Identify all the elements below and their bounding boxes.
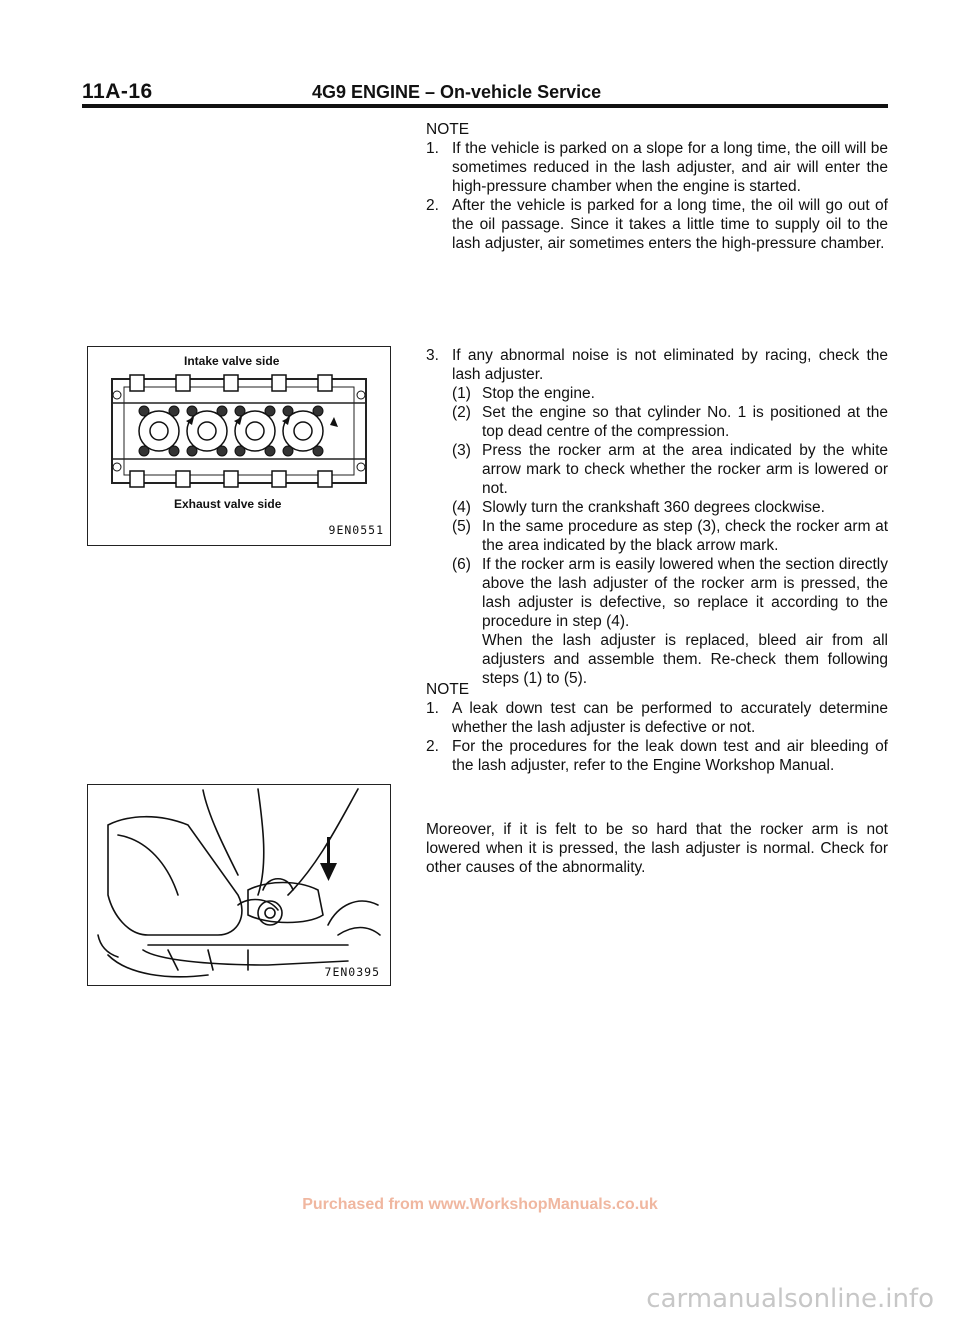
figure-cylinder-head: [87, 346, 391, 546]
substep-item: [426, 441, 888, 498]
note-item: [426, 699, 888, 737]
substep-text: Stop the engine.: [482, 385, 595, 402]
note-item-text: For the procedures for the leak down test and air bleeding of the lash adjuster, refer to the Engine Workshop Manual.: [452, 738, 888, 774]
page-title: 4G9 ENGINE – On-vehicle Service: [312, 82, 602, 102]
page-header: [82, 80, 888, 106]
rocker-arm-drawing: [88, 785, 388, 983]
note-item: [426, 737, 888, 775]
page-number: 11A-16: [82, 80, 153, 103]
step-text: If any abnormal noise is not eliminated by racing, check the lash adjuster.: [452, 347, 888, 383]
substep-text: Press the rocker arm at the area indicated by the white arrow mark to check whether the rocker arm is lowered or not.: [482, 442, 888, 497]
step-3-block: [426, 346, 888, 688]
substep-item: [426, 555, 888, 688]
figure-code: 9EN0551: [328, 523, 384, 537]
substep-number: (4): [452, 499, 471, 516]
substep-item: [426, 384, 888, 403]
cylinder-head-drawing: [104, 373, 374, 489]
substep-item: [426, 498, 888, 517]
figure-code: 7EN0395: [324, 965, 380, 979]
note-item-number: 2.: [426, 738, 439, 755]
substep-text: Set the engine so that cylinder No. 1 is positioned at the top dead centre of the compression.: [482, 404, 888, 440]
note-item-number: 2.: [426, 197, 439, 214]
watermark: carmanualsonline.info: [646, 1284, 934, 1314]
step-number: 3.: [426, 347, 439, 364]
note-item: [426, 139, 888, 196]
footer-purchase-note: Purchased from www.WorkshopManuals.co.uk: [302, 1196, 658, 1213]
note-block-2: [426, 680, 888, 775]
header-rule: [82, 104, 888, 108]
substep-number: (3): [452, 442, 471, 459]
note-heading: NOTE: [426, 121, 470, 138]
exhaust-valve-side-label: Exhaust valve side: [174, 497, 282, 511]
note-heading: NOTE: [426, 681, 470, 698]
substep-extra-text: When the lash adjuster is replaced, bleed air from all adjusters and assemble them. Re-check them following steps (1) to (5).: [482, 632, 888, 687]
substep-number: (1): [452, 385, 471, 402]
note-item-number: 1.: [426, 700, 439, 717]
substep-number: (6): [452, 556, 471, 573]
substep-text: Slowly turn the crankshaft 360 degrees clockwise.: [482, 499, 825, 516]
substep-text: If the rocker arm is easily lowered when the section directly above the lash adjuster of the rocker arm is pressed, the lash adjuster is defective, so replace it according to the procedure in step (4).: [482, 556, 888, 630]
note-block-1: [426, 120, 888, 253]
note-item-text: After the vehicle is parked for a long time, the oil will go out of the oil passage. Since it takes a little time to supply oil to the lash adjuster, air sometimes enters the high-pressure chamber.: [452, 197, 888, 252]
substep-number: (5): [452, 518, 471, 535]
note-item: [426, 196, 888, 253]
figure-rocker-arm-press: [87, 784, 391, 986]
substep-item: [426, 403, 888, 441]
note-item-text: If the vehicle is parked on a slope for a long time, the oill will be sometimes reduced in the lash adjuster, and air will enter the high-pressure chamber when the engine is started.: [452, 140, 888, 195]
note-item-text: A leak down test can be performed to accurately determine whether the lash adjuster is defective or not.: [452, 700, 888, 736]
substep-item: [426, 517, 888, 555]
note-item-number: 1.: [426, 140, 439, 157]
substep-text-wrap: [482, 555, 888, 688]
substep-number: (2): [452, 404, 471, 421]
closing-block: [426, 820, 888, 877]
substep-text: In the same procedure as step (3), check the rocker arm at the area indicated by the black arrow mark.: [482, 518, 888, 554]
step-item: [426, 346, 888, 384]
intake-valve-side-label: Intake valve side: [184, 354, 280, 368]
closing-paragraph: Moreover, if it is felt to be so hard that the rocker arm is not lowered when it is pressed, the lash adjuster is normal. Check for other causes of the abnormality.: [426, 821, 888, 876]
